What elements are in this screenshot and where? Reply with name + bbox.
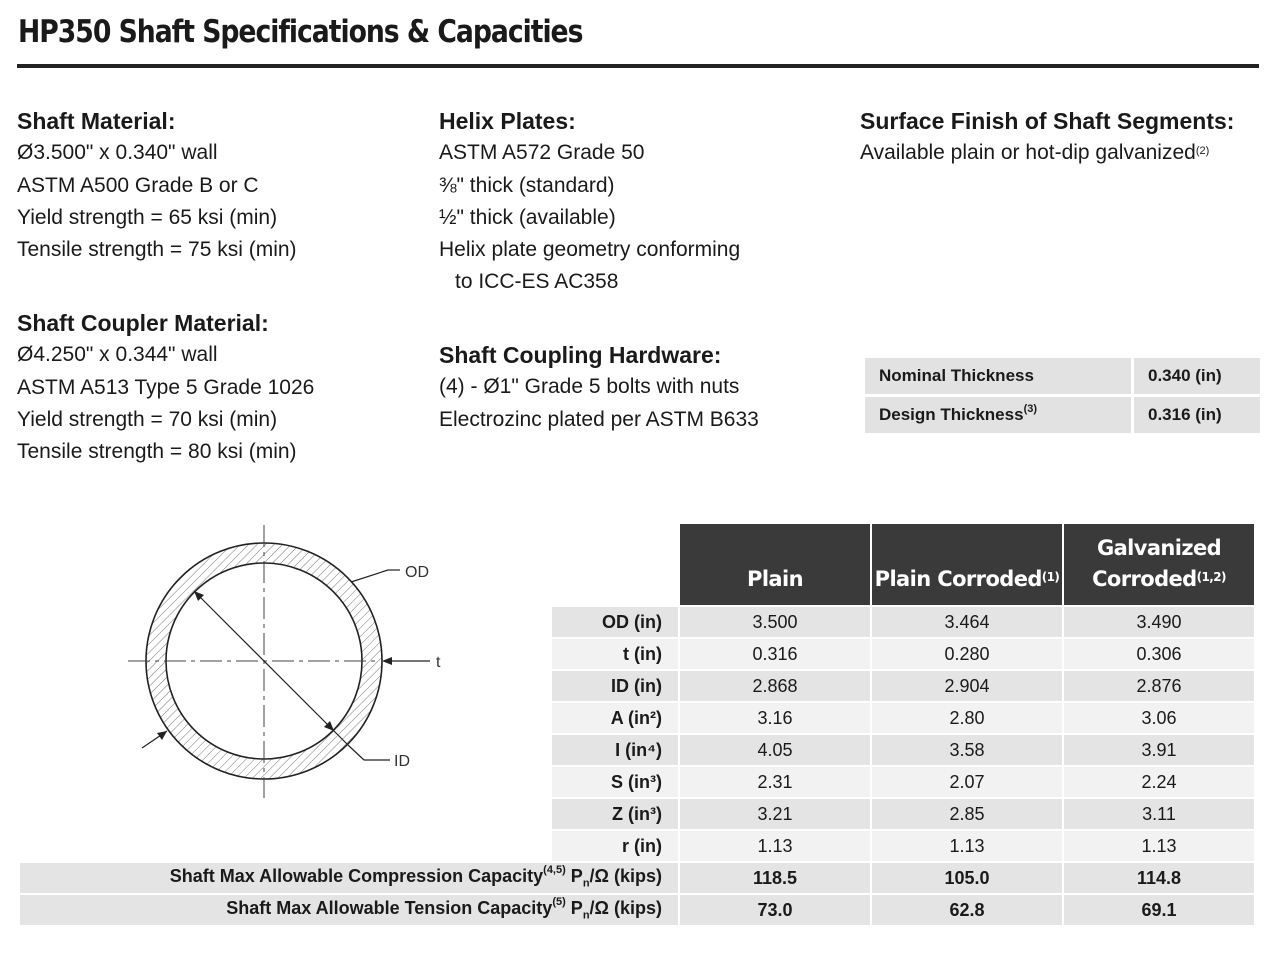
surface-finish-block	[860, 105, 1234, 170]
row-label-text: t (in)	[552, 639, 678, 669]
table-row	[20, 831, 1254, 861]
row-label-text: ID (in)	[552, 671, 678, 701]
table-row	[20, 767, 1254, 797]
helix-plates-line: Helix plate geometry conforming	[439, 238, 741, 262]
table-row	[20, 799, 1254, 829]
cell-galvanized: 2.876	[1064, 671, 1254, 701]
cell-galvanized: 3.490	[1064, 607, 1254, 637]
row-label	[20, 735, 678, 765]
shaft-material-heading: Shaft Material:	[17, 108, 176, 134]
cell-corroded: 2.904	[872, 671, 1062, 701]
table-row	[20, 735, 1254, 765]
cell-corroded: 3.464	[872, 607, 1062, 637]
coupler-material-heading: Shaft Coupler Material:	[17, 310, 269, 336]
thickness-row-nominal	[865, 358, 1260, 394]
helix-plates-line: ⅜" thick (standard)	[439, 173, 615, 197]
surface-finish-note: (2)	[1195, 145, 1210, 158]
row-label-text: r (in)	[552, 831, 678, 861]
compression-capacity-label: Shaft Max Allowable Compression Capacity$^{(4,5)}$ $P_n/\Omega$ (kips)	[20, 863, 678, 893]
t-label: t	[436, 654, 441, 671]
coupling-hardware-line: (4) - Ø1" Grade 5 bolts with nuts	[439, 375, 740, 399]
helix-plates-line: ASTM A572 Grade 50	[439, 141, 645, 165]
cell-corroded: 2.85	[872, 799, 1062, 829]
thickness-row-design	[865, 397, 1260, 433]
cell-galvanized: 3.06	[1064, 703, 1254, 733]
tension-galvanized: 69.1	[1064, 895, 1254, 925]
shaft-material-line: ASTM A500 Grade B or C	[17, 173, 259, 197]
design-thickness-label-cell	[865, 397, 1131, 433]
table-row	[20, 671, 1254, 701]
shaft-material-line: Ø3.500" x 0.340" wall	[17, 141, 218, 165]
helix-plates-block	[439, 105, 740, 299]
tension-corroded: 62.8	[872, 895, 1062, 925]
properties-table	[18, 522, 1256, 927]
design-thickness-label: Design Thickness	[879, 405, 1024, 424]
surface-finish-heading: Surface Finish of Shaft Segments:	[860, 108, 1235, 134]
row-label	[20, 767, 678, 797]
cell-corroded: 1.13	[872, 831, 1062, 861]
cell-galvanized: 3.11	[1064, 799, 1254, 829]
surface-finish-text: Available plain or hot-dip galvanized	[860, 141, 1196, 165]
row-label-text: Z (in³)	[552, 799, 678, 829]
design-thickness-value: 0.316 (in)	[1134, 397, 1260, 433]
row-label-text: A (in²)	[552, 703, 678, 733]
table-row	[20, 639, 1254, 669]
compression-galvanized: 114.8	[1064, 863, 1254, 893]
shaft-material-line: Yield strength = 65 ksi (min)	[17, 205, 278, 229]
header-galvanized-corroded: Galvanized Corroded$^{(1,2)}$	[1064, 524, 1254, 605]
compression-corroded: 105.0	[872, 863, 1062, 893]
thickness-table	[862, 355, 1263, 436]
cell-corroded: 2.80	[872, 703, 1062, 733]
coupler-material-block	[17, 307, 314, 468]
cell-plain: 3.16	[680, 703, 870, 733]
coupling-hardware-block	[439, 339, 759, 436]
nominal-thickness-value: 0.340 (in)	[1134, 358, 1260, 394]
cell-plain: 2.31	[680, 767, 870, 797]
row-label	[20, 607, 678, 637]
cell-galvanized: 3.91	[1064, 735, 1254, 765]
row-label	[20, 799, 678, 829]
cell-corroded: 2.07	[872, 767, 1062, 797]
cell-plain: 3.21	[680, 799, 870, 829]
cell-plain: 1.13	[680, 831, 870, 861]
row-label	[20, 639, 678, 669]
cell-plain: 0.316	[680, 639, 870, 669]
nominal-thickness-label: Nominal Thickness	[865, 358, 1131, 394]
row-label	[20, 703, 678, 733]
helix-plates-line: to ICC-ES AC358	[455, 270, 619, 294]
header-plain: Plain	[680, 524, 870, 605]
coupling-hardware-heading: Shaft Coupling Hardware:	[439, 342, 722, 368]
cell-plain: 4.05	[680, 735, 870, 765]
row-label-text: I (in⁴)	[552, 735, 678, 765]
page-title: HP350 Shaft Specifications & Capacities	[18, 14, 583, 50]
table-header-row	[20, 524, 1254, 605]
compression-plain: 118.5	[680, 863, 870, 893]
coupler-material-line: Tensile strength = 80 ksi (min)	[17, 440, 297, 464]
coupler-material-line: ASTM A513 Type 5 Grade 1026	[17, 375, 315, 399]
shaft-material-line: Tensile strength = 75 ksi (min)	[17, 238, 297, 262]
cell-corroded: 0.280	[872, 639, 1062, 669]
helix-plates-heading: Helix Plates:	[439, 108, 576, 134]
row-label	[20, 671, 678, 701]
cell-galvanized: 0.306	[1064, 639, 1254, 669]
tension-capacity-row	[20, 895, 1254, 925]
od-label: OD	[405, 564, 429, 581]
title-rule	[17, 64, 1259, 68]
cell-plain: 2.868	[680, 671, 870, 701]
table-row	[20, 607, 1254, 637]
coupler-material-line: Yield strength = 70 ksi (min)	[17, 407, 278, 431]
id-label: ID	[394, 753, 410, 770]
tension-plain: 73.0	[680, 895, 870, 925]
row-label-text: OD (in)	[552, 607, 678, 637]
cell-plain: 3.500	[680, 607, 870, 637]
cell-corroded: 3.58	[872, 735, 1062, 765]
header-plain-corroded: Plain Corroded$^{(1)}$	[872, 524, 1062, 605]
cell-galvanized: 1.13	[1064, 831, 1254, 861]
helix-plates-line: ½" thick (available)	[439, 205, 616, 229]
row-label	[20, 831, 678, 861]
design-thickness-note: (3)	[1023, 403, 1038, 415]
coupler-material-line: Ø4.250" x 0.344" wall	[17, 343, 218, 367]
tension-capacity-label: Shaft Max Allowable Tension Capacity$^{(5)}$ $P_n/\Omega$ (kips)	[20, 895, 678, 925]
shaft-material-block	[17, 105, 297, 266]
cell-galvanized: 2.24	[1064, 767, 1254, 797]
row-label-text: S (in³)	[552, 767, 678, 797]
compression-capacity-row	[20, 863, 1254, 893]
coupling-hardware-line: Electrozinc plated per ASTM B633	[439, 407, 759, 431]
table-row	[20, 703, 1254, 733]
